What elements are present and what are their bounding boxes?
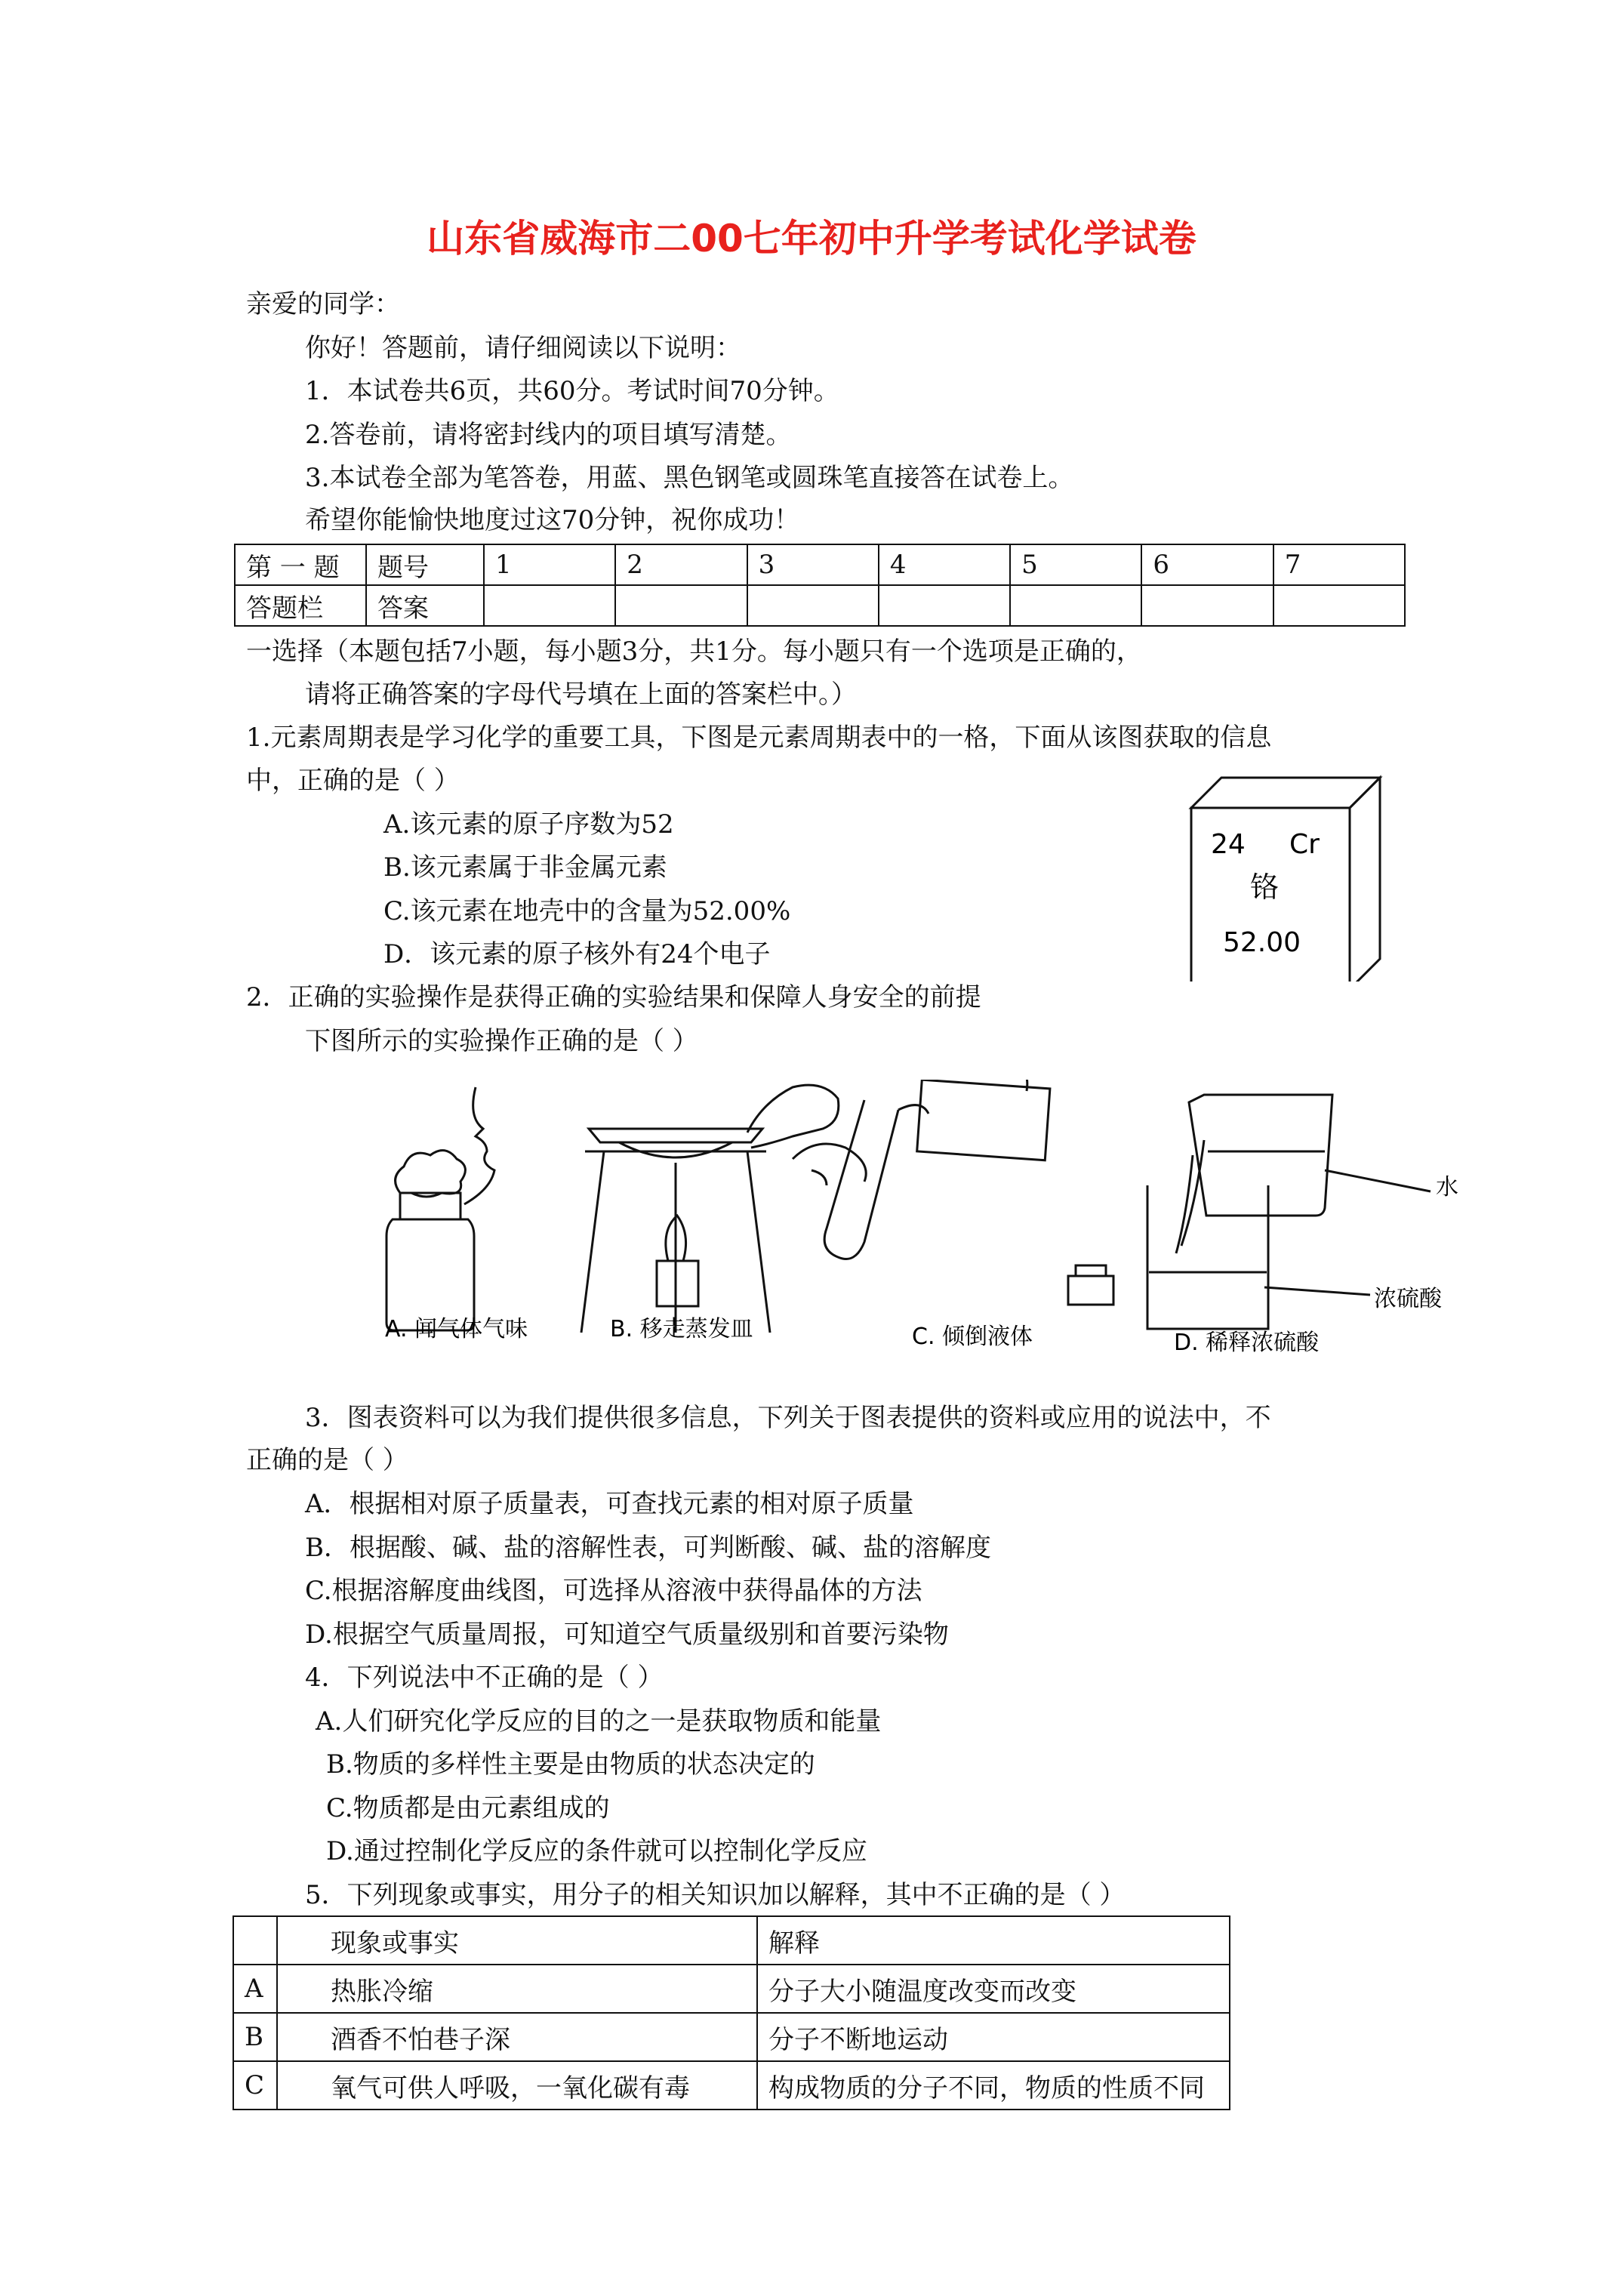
answer-table-num-4: 4 [879,544,1010,585]
element-cell-figure [1185,770,1389,982]
q4-option-b: B.物质的多样性主要是由物质的状态决定的 [326,1749,815,1780]
answer-cell-2[interactable] [615,585,747,626]
intro-item-2: 2.答卷前，请将密封线内的项目填写清楚。 [305,420,792,450]
intro-item-3: 3.本试卷全部为笔答卷，用蓝、黑色钢笔或圆珠笔直接答在试卷上。 [305,463,1074,493]
evaporating-dish-drawing [581,1085,839,1333]
element-symbol: Cr [1289,829,1320,860]
q1-option-a: A.该元素的原子序数为52 [383,809,674,840]
smell-gas-drawing [387,1087,494,1330]
q1-stem-2: 中，正确的是（ ） [246,766,460,796]
q5-header-blank [233,1916,277,1965]
q5-row-a-explanation: 分子大小随温度改变而改变 [757,1965,1230,2013]
lab-operations-figure [370,1080,1487,1367]
label-water: 水 [1436,1174,1458,1200]
answer-cell-1[interactable] [484,585,615,626]
q1-option-c: C.该元素在地壳中的含量为52.00% [383,896,791,926]
q1-option-d: D．该元素的原子核外有24个电子 [383,939,771,969]
answer-table-num-6: 6 [1141,544,1273,585]
caption-d: D. 稀释浓硫酸 [1174,1330,1320,1356]
section1-line1: 一选择（本题包括7小题，每小题3分，共1分。每小题只有一个选项是正确的， [246,636,1142,667]
q5-row-b-explanation: 分子不断地运动 [757,2013,1230,2061]
answer-table-num-3: 3 [747,544,879,585]
caption-b: B. 移走蒸发皿 [610,1316,753,1342]
q3-option-c: C.根据溶解度曲线图，可选择从溶液中获得晶体的方法 [305,1576,922,1606]
q5-row-c-explanation: 构成物质的分子不同，物质的性质不同 [757,2061,1230,2110]
intro-hello: 你好！答题前，请仔细阅读以下说明： [305,333,741,363]
q5-row-c-label: C [233,2061,277,2110]
q5-header-phenomenon: 现象或事实 [277,1916,757,1965]
q5-row-a-phenomenon: 热胀冷缩 [277,1965,757,2013]
q4-option-d: D.通过控制化学反应的条件就可以控制化学反应 [326,1836,867,1866]
element-number: 24 [1211,829,1246,860]
q1-stem-1: 1.元素周期表是学习化学的重要工具，下图是元素周期表中的一格，下面从该图获取的信息 [246,723,1272,753]
q3-stem-2: 正确的是（ ） [246,1445,408,1475]
q5-row-c-phenomenon: 氧气可供人呼吸，一氧化碳有毒 [277,2061,757,2110]
label-conc-acid: 浓硫酸 [1374,1286,1442,1312]
q5-stem: 5．下列现象或事实，用分子的相关知识加以解释，其中不正确的是（ ） [305,1880,1126,1910]
q5-row-b-phenomenon: 酒香不怕巷子深 [277,2013,757,2061]
answer-table-label-2: 答题栏 [235,585,366,626]
element-mass: 52.00 [1223,927,1301,958]
answer-table-label-1: 第 一 题 [235,544,366,585]
caption-a: A. 闻气体气味 [385,1316,528,1342]
q4-option-a: A.人们研究化学反应的目的之一是获取物质和能量 [316,1706,882,1737]
q5-table [233,1915,1230,2110]
q5-header-explanation: 解释 [757,1916,1230,1965]
answer-table [234,544,1406,627]
q4-option-c: C.物质都是由元素组成的 [326,1793,610,1823]
intro-wish: 希望你能愉快地度过这70分钟，祝你成功！ [305,505,800,535]
q3-option-d: D.根据空气质量周报，可知道空气质量级别和首要污染物 [305,1620,949,1650]
answer-cell-7[interactable] [1273,585,1405,626]
q2-stem-1: 2．正确的实验操作是获得正确的实验结果和保障人身安全的前提 [246,982,981,1012]
answer-cell-4[interactable] [879,585,1010,626]
q2-stem-2: 下图所示的实验操作正确的是（ ） [305,1026,698,1056]
q4-stem: 4．下列说法中不正确的是（ ） [305,1663,664,1693]
answer-table-num-7: 7 [1273,544,1405,585]
q5-row-b-label: B [233,2013,277,2061]
answer-table-ans-header: 答案 [366,585,484,626]
answer-table-num-header: 题号 [366,544,484,585]
intro-item-1: 1．本试卷共6页，共60分。考试时间70分钟。 [305,376,839,406]
answer-table-num-5: 5 [1010,544,1141,585]
q3-stem-1: 3．图表资料可以为我们提供很多信息，下列关于图表提供的资料或应用的说法中，不 [305,1403,1271,1433]
answer-table-num-1: 1 [484,544,615,585]
exam-title: 山东省威海市二00七年初中升学考试化学试卷 [427,217,1196,260]
pour-liquid-drawing [793,1080,1113,1305]
element-name: 铬 [1250,871,1280,904]
answer-cell-3[interactable] [747,585,879,626]
q3-option-a: A．根据相对原子质量表，可查找元素的相对原子质量 [305,1489,914,1519]
section1-line2: 请将正确答案的字母代号填在上面的答案栏中。） [305,680,857,710]
answer-cell-6[interactable] [1141,585,1273,626]
answer-table-num-2: 2 [615,544,747,585]
answer-cell-5[interactable] [1010,585,1141,626]
q5-row-a-label: A [233,1965,277,2013]
q1-option-b: B.该元素属于非金属元素 [383,852,667,883]
greeting: 亲爱的同学： [246,289,400,319]
caption-c: C. 倾倒液体 [912,1324,1033,1350]
q3-option-b: B．根据酸、碱、盐的溶解性表，可判断酸、碱、盐的溶解度 [305,1533,991,1563]
